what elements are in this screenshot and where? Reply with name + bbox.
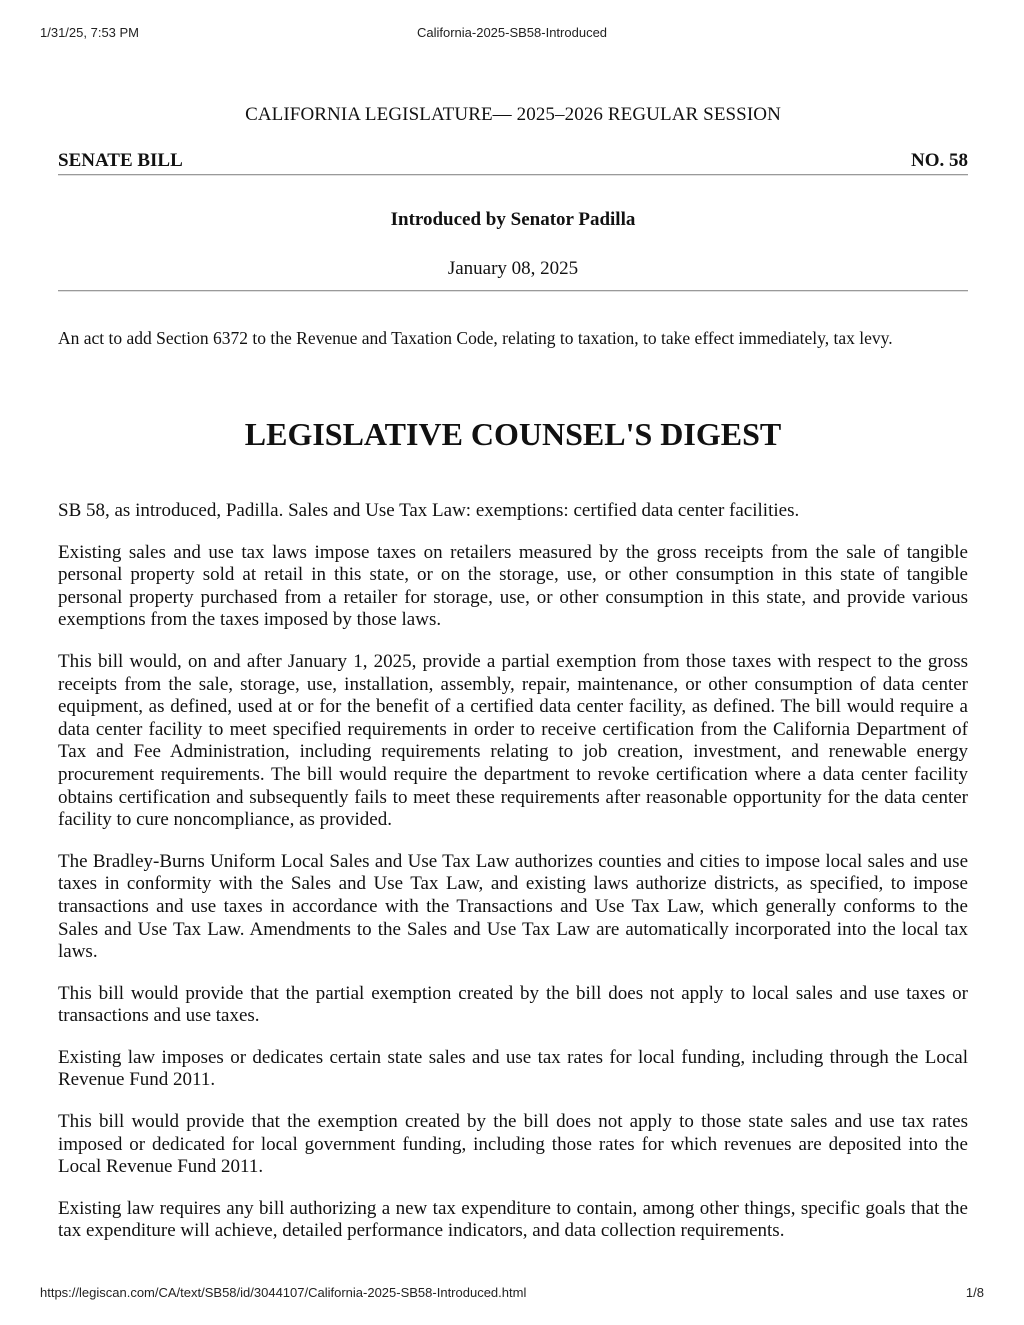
bill-type: SENATE BILL bbox=[58, 150, 183, 171]
digest-body bbox=[58, 500, 968, 1262]
bill-number: NO. 58 bbox=[911, 150, 968, 171]
digest-paragraph: This bill would, on and after January 1, 2025, provide a partial exemption from those taxes with respect to the gross receipts from the sale, storage, use, installation, assembly, repair, maintenance, or other consumption of data center equipment, as defined, used at or for the benefit of a certified data center facility, as defined. The bill would require a data center facility to meet specified requirements in order to receive certification from the California Department of Tax and Fee Administration, including requirements relating to job creation, investment, and renewable energy procurement requirements. The bill would require the department to revoke certification where a data center facility obtains certification and subsequently fails to meet these requirements after reasonable opportunity for the data center facility to cure noncompliance, as provided. bbox=[58, 650, 968, 831]
digest-paragraph: The Bradley-Burns Uniform Local Sales and Use Tax Law authorizes counties and cities to impose local sales and use taxes in conformity with the Sales and Use Tax Law, and existing laws authorize districts, as specified, to impose transactions and use taxes in accordance with the Transactions and Use Tax Law, which generally conforms to the Sales and Use Tax Law. Amendments to the Sales and Use Tax Law are automatically incorporated into the local tax laws. bbox=[58, 850, 968, 963]
digest-paragraph: This bill would provide that the partial exemption created by the bill does not apply to local sales and use taxes or transactions and use taxes. bbox=[58, 982, 968, 1027]
print-doc-title: California-2025-SB58-Introduced bbox=[416, 25, 608, 40]
print-url: https://legiscan.com/CA/text/SB58/id/3044107/California-2025-SB58-Introduced.html bbox=[40, 1285, 527, 1300]
date-divider bbox=[58, 290, 968, 292]
print-datetime: 1/31/25, 7:53 PM bbox=[40, 25, 140, 40]
print-header bbox=[0, 25, 1024, 41]
page-number: 1/8 bbox=[965, 1285, 984, 1300]
digest-paragraph: Existing sales and use tax laws impose taxes on retailers measured by the gross receipts from the sale of tangible personal property sold at retail in this state, or on the storage, use, or other consumption in this state of tangible personal property purchased from a retailer for storage, use, or other consumption in this state, and provide various exemptions from the taxes imposed by those laws. bbox=[58, 541, 968, 631]
header-divider bbox=[58, 174, 968, 176]
bill-identifier-row bbox=[58, 150, 968, 174]
digest-title: LEGISLATIVE COUNSEL'S DIGEST bbox=[244, 416, 782, 452]
introduced-by: Introduced by Senator Padilla bbox=[390, 209, 636, 230]
digest-summary: SB 58, as introduced, Padilla. Sales and Use Tax Law: exemptions: certified data center facilities. bbox=[58, 500, 800, 521]
print-footer bbox=[0, 1285, 1024, 1301]
session-heading: CALIFORNIA LEGISLATURE— 2025–2026 REGULAR SESSION bbox=[245, 104, 781, 125]
digest-paragraph: Existing law requires any bill authorizing a new tax expenditure to contain, among other things, specific goals that the tax expenditure will achieve, detailed performance indicators, and data collection requirements. bbox=[58, 1197, 968, 1242]
act-description: An act to add Section 6372 to the Revenue and Taxation Code, relating to taxation, to take effect immediately, tax levy. bbox=[58, 328, 893, 348]
introduced-date: January 08, 2025 bbox=[447, 258, 579, 279]
digest-paragraph: This bill would provide that the exemption created by the bill does not apply to those state sales and use tax rates imposed or dedicated for local government funding, including those rates for which revenues are deposited into the Local Revenue Fund 2011. bbox=[58, 1111, 968, 1178]
digest-paragraph: Existing law imposes or dedicates certain state sales and use tax rates for local funding, including through the Local Revenue Fund 2011. bbox=[58, 1046, 968, 1091]
